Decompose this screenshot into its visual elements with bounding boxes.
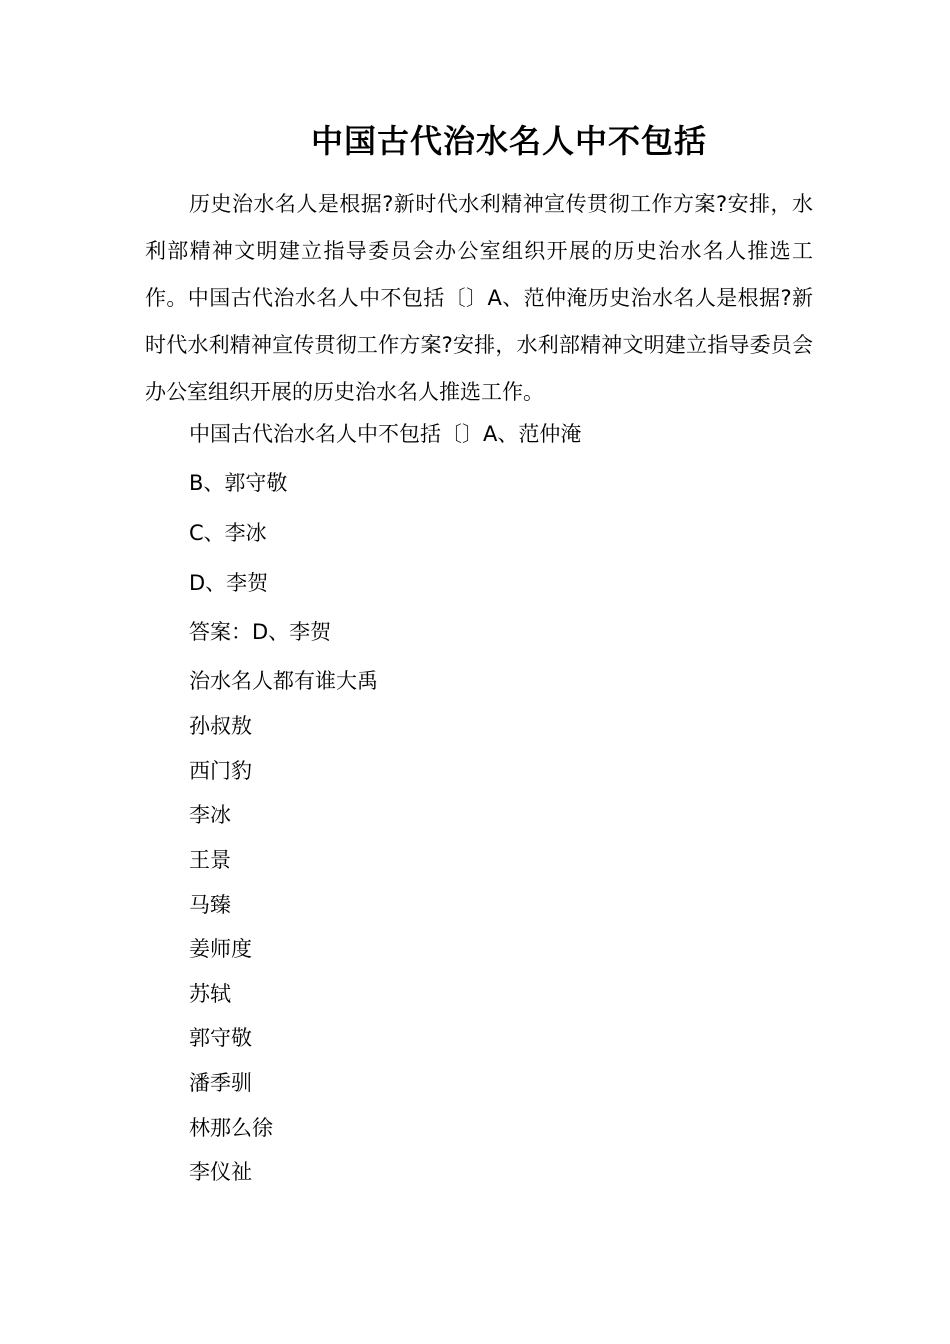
name-item: 李仪祉: [189, 1160, 252, 1184]
question-line: 中国古代治水名人中不包括〔〕A、范仲淹: [189, 422, 582, 446]
name-item: 郭守敬: [189, 1026, 252, 1050]
name-item: 西门豹: [189, 759, 252, 783]
document-title: 中国古代治水名人中不包括: [310, 122, 707, 160]
name-item: 潘季驯: [189, 1071, 252, 1095]
option-d: D、李贺: [189, 571, 269, 595]
name-item: 王景: [189, 848, 231, 872]
intro-paragraph: 历史治水名人是根据?新时代水利精神宣传贯彻工作方案?安排，水利部精神文明建立指导委员会办公室组织开展的历史治水名人推选工作。中国古代治水名人中不包括〔〕A、范仲淹历史治水名人是根据?新时代水利精神宣传贯彻工作方案?安排，水利部精神文明建立指导委员会办公室组织开展的历史治水名人推选工作。: [145, 192, 813, 404]
name-item: 马臻: [189, 893, 231, 917]
name-item: 苏轼: [189, 982, 231, 1006]
name-item: 孙叔敖: [189, 714, 252, 738]
option-c: C、李冰: [189, 521, 267, 545]
name-item: 姜师度: [189, 937, 252, 961]
answer-line: 答案：D、李贺: [189, 620, 332, 644]
list-heading: 治水名人都有谁大禹: [189, 669, 378, 693]
name-item: 李冰: [189, 803, 231, 827]
name-item: 林那么徐: [189, 1116, 273, 1140]
option-b: B、郭守敬: [189, 471, 288, 495]
